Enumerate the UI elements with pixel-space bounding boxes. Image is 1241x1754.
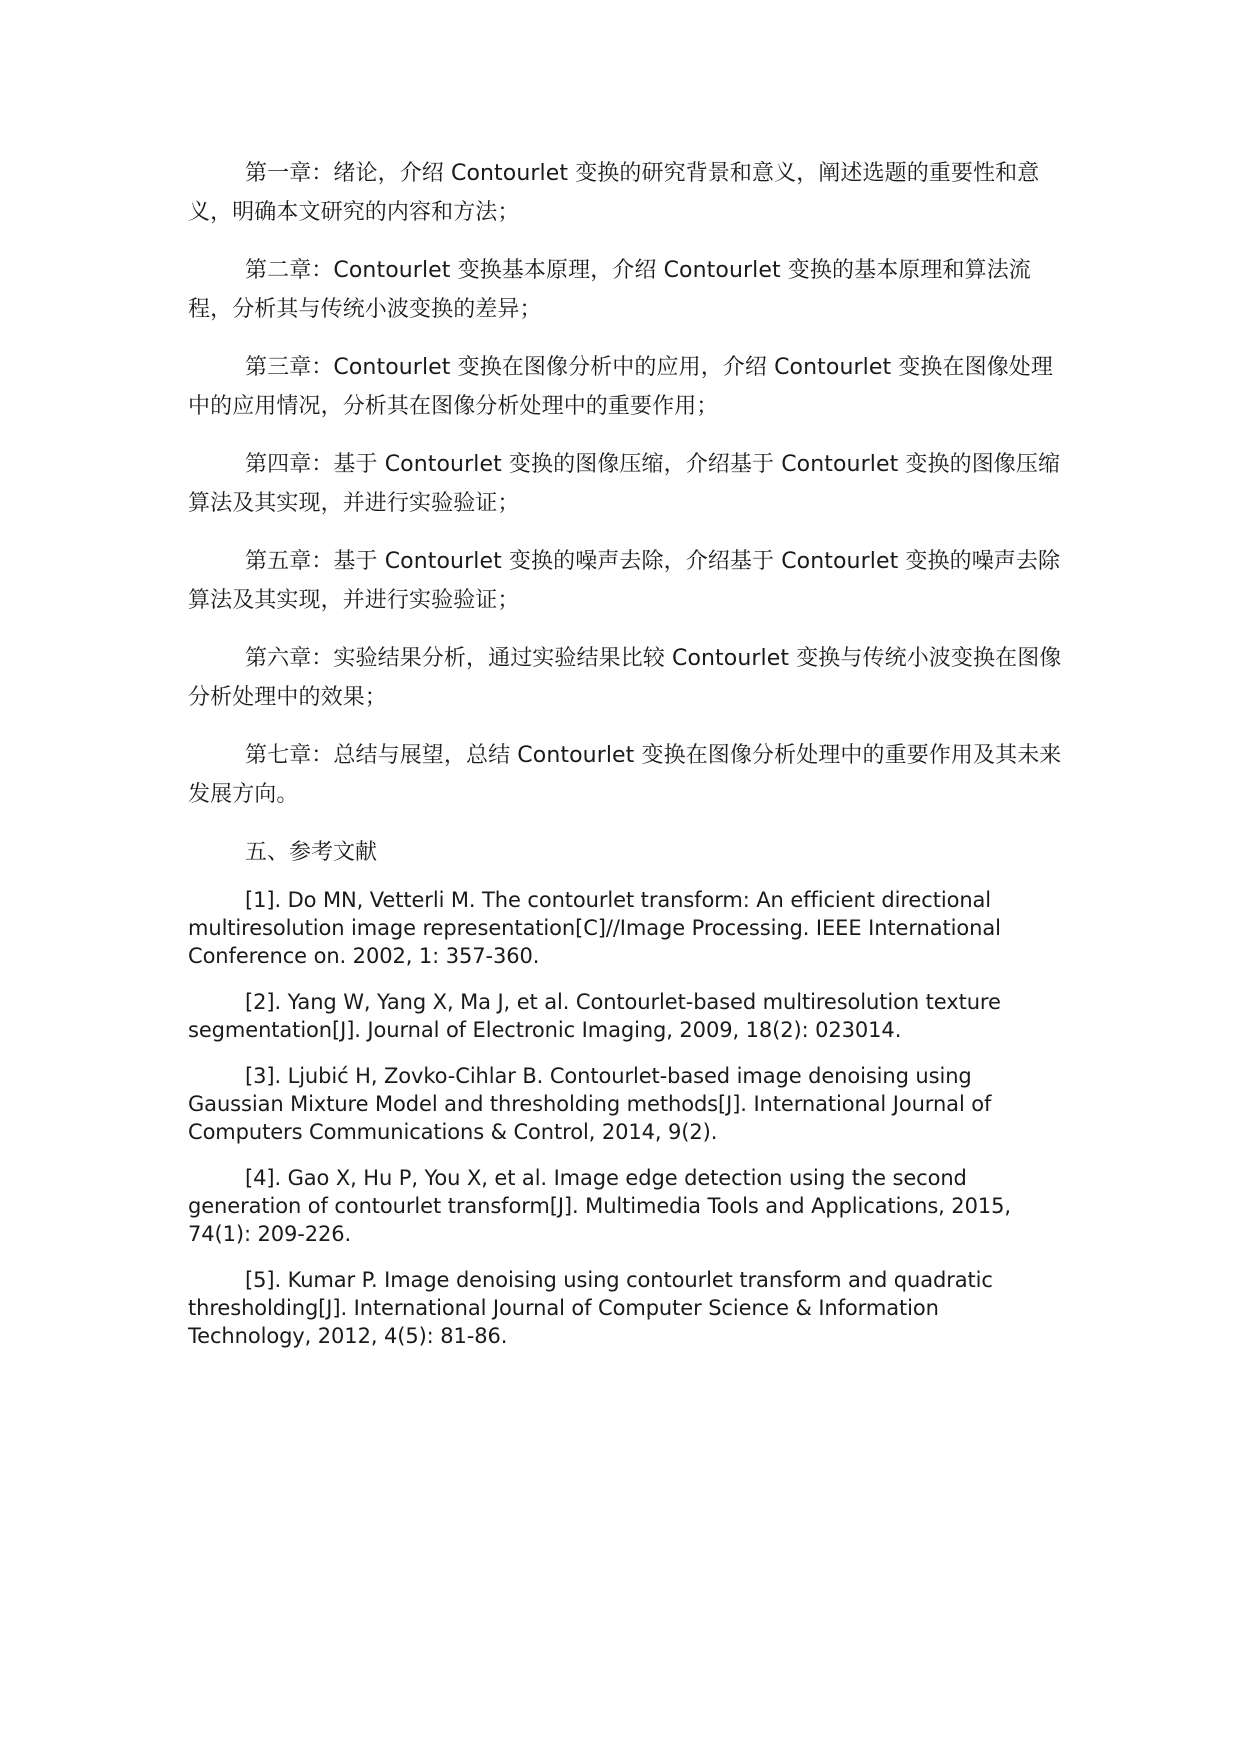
reference-item-3: [3]. Ljubić H, Zovko-Cihlar B. Contourlet-based image denoising using Gaussian Mixture Model and thresholding methods[J]. International Journal of Computers Communications & Control, 2014, 9(2). [188,1064,992,1144]
reference-item-5: [5]. Kumar P. Image denoising using contourlet transform and quadratic thresholding[J]. International Journal of Computer Science & Information Technology, 2012, 4(5): 81-86. [188,1268,993,1348]
reference-item-1: [1]. Do MN, Vetterli M. The contourlet transform: An efficient directional multiresolution image representation[C]//Image Processing. IEEE International Conference on. 2002, 1: 357-360. [188,888,1001,968]
chapter-3-summary: 第三章：Contourlet 变换在图像分析中的应用，介绍 Contourlet 变换在图像处理中的应用情况，分析其在图像分析处理中的重要作用； [188,355,1054,419]
chapter-5-summary: 第五章：基于 Contourlet 变换的噪声去除，介绍基于 Contourlet 变换的噪声去除算法及其实现，并进行实验验证； [188,549,1061,613]
chapter-1-summary: 第一章：绪论，介绍 Contourlet 变换的研究背景和意义，阐述选题的重要性和意义，明确本文研究的内容和方法； [188,161,1040,225]
references-heading: 五、参考文献 [245,840,378,865]
reference-item-2: [2]. Yang W, Yang X, Ma J, et al. Contourlet-based multiresolution texture segmentation[J]. Journal of Electronic Imaging, 2009, 18(2): 023014. [188,990,1001,1042]
page-content [188,154,1068,1368]
chapter-7-summary: 第七章：总结与展望，总结 Contourlet 变换在图像分析处理中的重要作用及其未来发展方向。 [188,743,1062,807]
chapter-6-summary: 第六章：实验结果分析，通过实验结果比较 Contourlet 变换与传统小波变换在图像分析处理中的效果； [188,646,1062,710]
reference-item-4: [4]. Gao X, Hu P, You X, et al. Image edge detection using the second generation of contourlet transform[J]. Multimedia Tools and Applications, 2015, 74(1): 209-226. [188,1166,1011,1246]
chapter-4-summary: 第四章：基于 Contourlet 变换的图像压缩，介绍基于 Contourlet 变换的图像压缩算法及其实现，并进行实验验证； [188,452,1061,516]
reference-list [188,886,1068,1350]
chapter-2-summary: 第二章：Contourlet 变换基本原理，介绍 Contourlet 变换的基本原理和算法流程，分析其与传统小波变换的差异； [188,258,1031,322]
